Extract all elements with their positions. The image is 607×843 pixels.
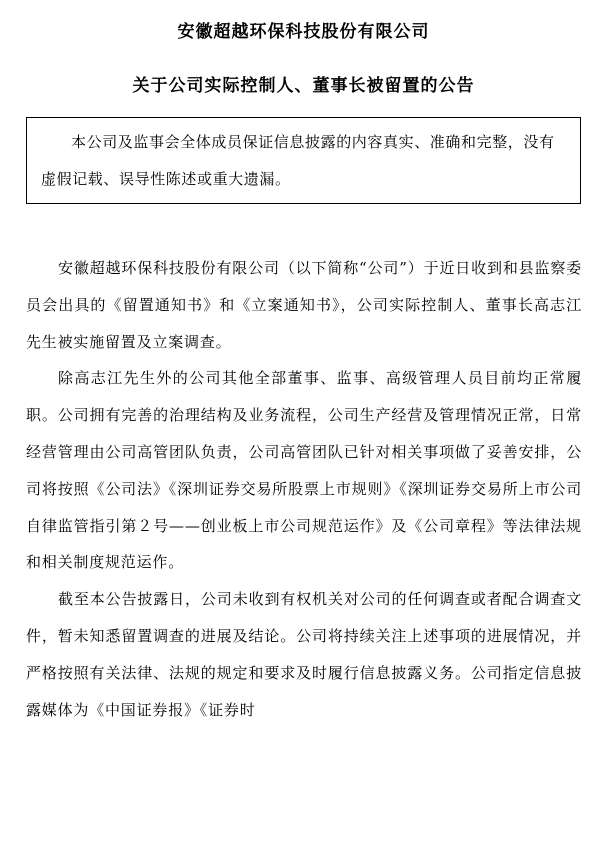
notice-body — [26, 250, 582, 728]
paragraph-2: 除高志江先生外的公司其他全部董事、监事、高级管理人员目前均正常履职。公司拥有完善的治理结构及业务流程，公司生产经营及管理情况正常，日常经营管理由公司高管团队负责，公司高管团队已针对相关事项做了妥善安排，公司将按照《公司法》《深圳证券交易所股票上市规则》《深圳证券交易所上市公司自律监管指引第２号——创业板上市公司规范运作》及《公司章程》等法律法规和相关制度规范运作。 — [26, 369, 582, 572]
statement-text: 本公司及监事会全体成员保证信息披露的内容真实、准确和完整，没有虚假记载、误导性陈述或重大遗漏。 — [41, 133, 555, 188]
paragraph-1: 安徽超越环保科技股份有限公司（以下简称“公司”）于近日收到和县监察委员会出具的《留置通知书》和《立案通知书》，公司实际控制人、董事长高志江先生被实施留置及立案调查。 — [26, 259, 582, 351]
notice-title: 关于公司实际控制人、董事长被留置的公告 — [132, 76, 475, 96]
company-name: 安徽超越环保科技股份有限公司 — [177, 22, 430, 42]
paragraph-3: 截至本公告披露日，公司未收到有权机关对公司的任何调查或者配合调查文件，暂未知悉留置调查的进展及结论。公司将持续关注上述事项的进展情况，并严格按照有关法律、法规的规定和要求及时履行信息披露义务。公司指定信息披露媒体为《中国证券报》《证券时 — [26, 590, 582, 719]
statement-box — [26, 117, 581, 204]
